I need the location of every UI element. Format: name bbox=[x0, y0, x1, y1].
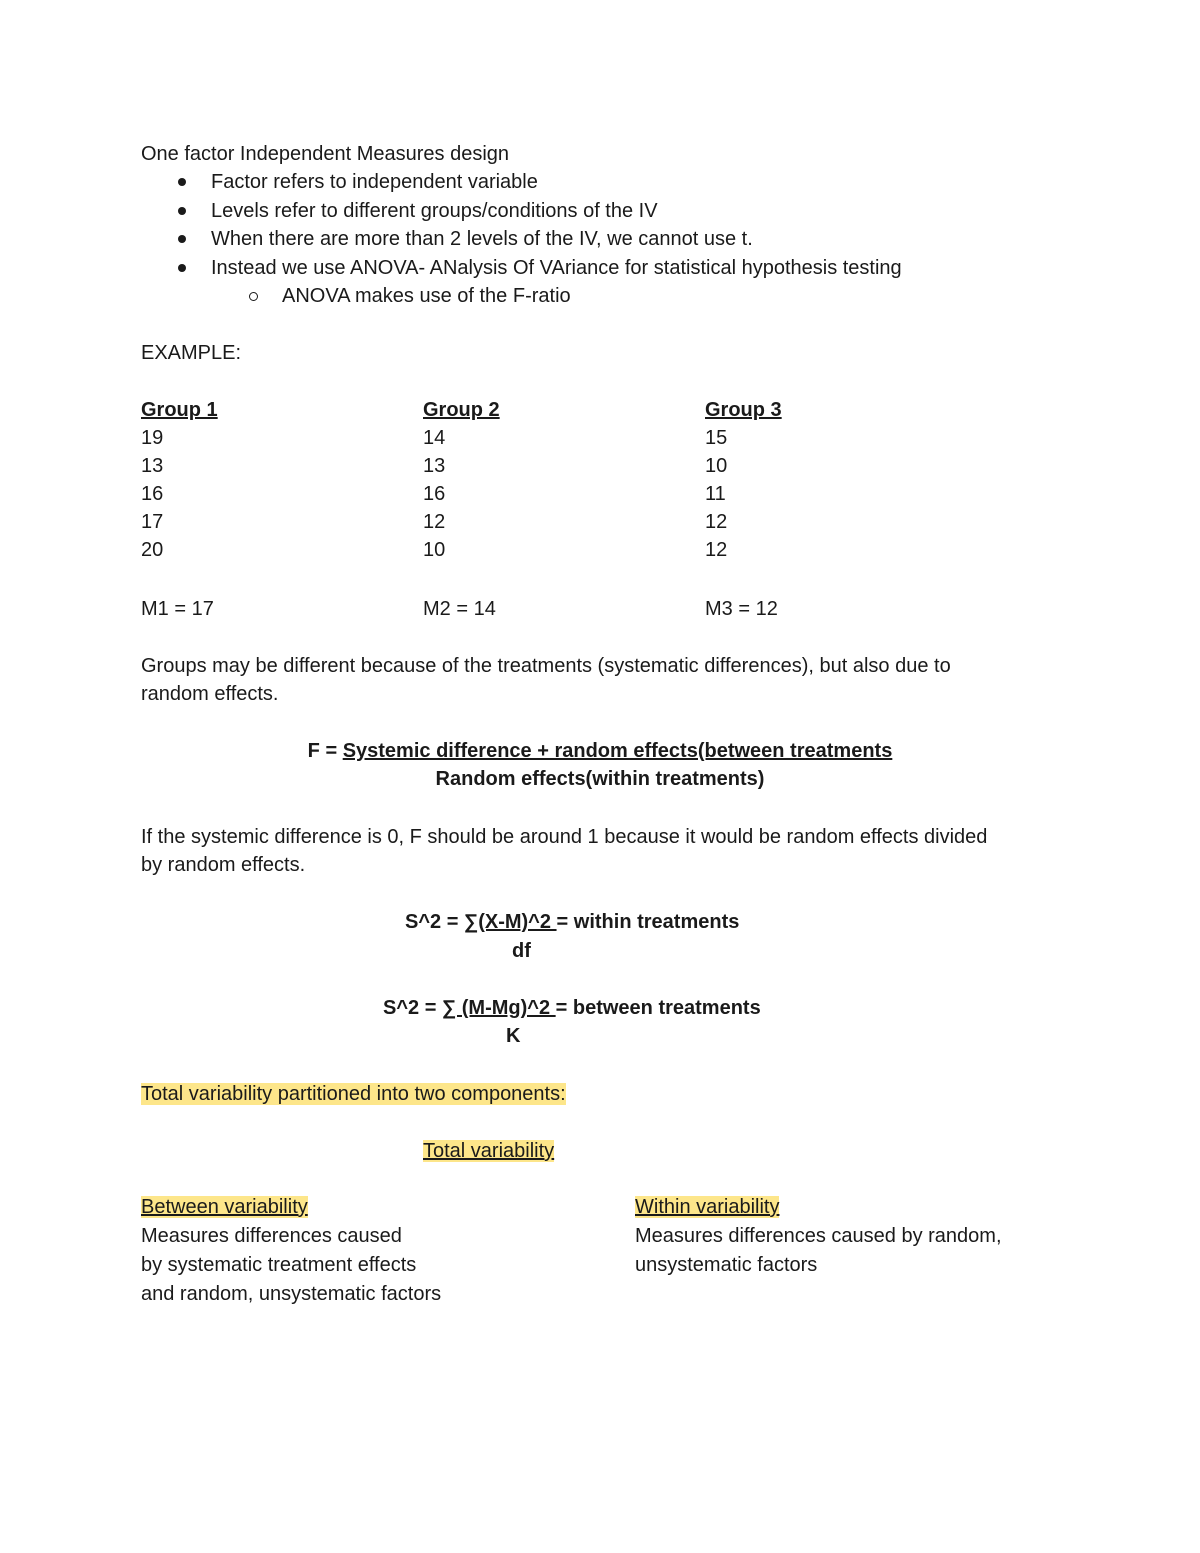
bullet-icon bbox=[178, 178, 186, 186]
group-value: 11 bbox=[705, 483, 726, 505]
between-formula-prefix: S^2 = bbox=[383, 997, 442, 1019]
within-formula-denominator: df bbox=[512, 940, 531, 962]
between-formula-line bbox=[383, 994, 761, 1022]
f-formula-numerator-line bbox=[0, 737, 1200, 765]
group-value: 17 bbox=[141, 511, 164, 533]
group-value: 13 bbox=[141, 455, 164, 477]
group-header: Group 2 bbox=[423, 399, 500, 421]
between-variability-line: and random, unsystematic factors bbox=[141, 1283, 442, 1305]
bullet-icon bbox=[178, 235, 186, 243]
between-formula-numerator: ∑ (M-Mg)^2 bbox=[441, 997, 556, 1019]
between-variability-title bbox=[141, 1193, 308, 1221]
paragraph: by random effects. bbox=[141, 854, 306, 876]
group-value: 16 bbox=[141, 483, 164, 505]
within-variability-title bbox=[635, 1193, 779, 1221]
f-formula-denominator: Random effects(within treatments) bbox=[435, 768, 765, 790]
group-value: 14 bbox=[423, 427, 446, 449]
example-label: EXAMPLE: bbox=[141, 342, 242, 364]
partition-heading bbox=[141, 1080, 566, 1108]
bullet-item: Factor refers to independent variable bbox=[211, 171, 538, 193]
group-value: 10 bbox=[423, 539, 446, 561]
hollow-bullet-icon bbox=[249, 292, 258, 301]
group-value: 13 bbox=[423, 455, 446, 477]
within-formula-suffix: = within treatments bbox=[556, 911, 740, 933]
within-variability-line: unsystematic factors bbox=[635, 1254, 818, 1276]
bullet-item: When there are more than 2 levels of the IV, we cannot use t. bbox=[211, 228, 753, 250]
between-formula-denominator: K bbox=[506, 1025, 521, 1047]
within-formula-numerator: ∑(X-M)^2 bbox=[463, 911, 557, 933]
group-mean: M2 = 14 bbox=[423, 598, 496, 620]
within-formula-line bbox=[405, 908, 739, 936]
partition-heading-text: Total variability partitioned into two components: bbox=[141, 1083, 566, 1105]
paragraph: If the systemic difference is 0, F should be around 1 because it would be random effects divided bbox=[141, 826, 988, 848]
group-value: 12 bbox=[705, 539, 728, 561]
f-formula-numerator: Systemic difference + random effects(between treatments bbox=[342, 740, 893, 762]
within-formula-prefix: S^2 = bbox=[405, 911, 464, 933]
bullet-icon bbox=[178, 264, 186, 272]
group-value: 16 bbox=[423, 483, 446, 505]
group-value: 12 bbox=[423, 511, 446, 533]
group-value: 10 bbox=[705, 455, 728, 477]
within-variability-title-text: Within variability bbox=[635, 1196, 780, 1218]
group-value: 15 bbox=[705, 427, 728, 449]
between-variability-line: Measures differences caused bbox=[141, 1225, 402, 1247]
f-formula-prefix: F = bbox=[307, 740, 343, 762]
between-variability-title-text: Between variability bbox=[141, 1196, 308, 1218]
total-variability-text: Total variability bbox=[423, 1140, 555, 1162]
group-header: Group 1 bbox=[141, 399, 218, 421]
paragraph: Groups may be different because of the treatments (systematic differences), but also due to bbox=[141, 655, 951, 677]
intro-heading: One factor Independent Measures design bbox=[141, 143, 510, 165]
group-value: 19 bbox=[141, 427, 164, 449]
group-header: Group 3 bbox=[705, 399, 782, 421]
bullet-icon bbox=[178, 207, 186, 215]
bullet-item: Instead we use ANOVA- ANalysis Of VAriance for statistical hypothesis testing bbox=[211, 257, 902, 279]
group-mean: M3 = 12 bbox=[705, 598, 778, 620]
group-value: 20 bbox=[141, 539, 164, 561]
within-variability-line: Measures differences caused by random, bbox=[635, 1225, 1002, 1247]
bullet-item: Levels refer to different groups/conditions of the IV bbox=[211, 200, 658, 222]
group-mean: M1 = 17 bbox=[141, 598, 214, 620]
between-formula-suffix: = between treatments bbox=[555, 997, 761, 1019]
paragraph: random effects. bbox=[141, 683, 279, 705]
sub-bullet-item: ANOVA makes use of the F-ratio bbox=[282, 285, 571, 307]
group-value: 12 bbox=[705, 511, 728, 533]
between-variability-line: by systematic treatment effects bbox=[141, 1254, 417, 1276]
total-variability bbox=[423, 1137, 554, 1165]
